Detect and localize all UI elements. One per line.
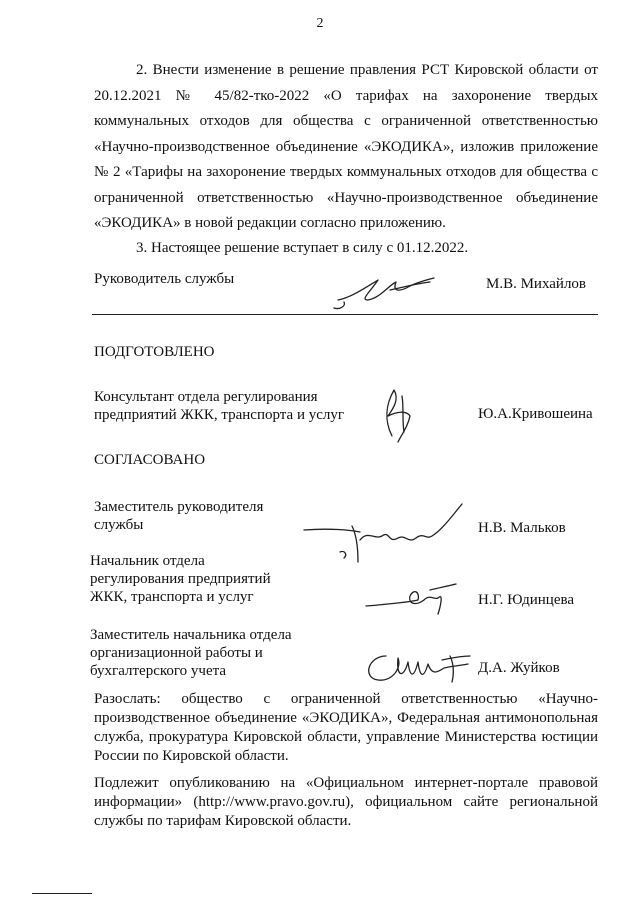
agreed-1-signature — [300, 500, 470, 570]
prepared-heading: ПОДГОТОВЛЕНО — [94, 344, 215, 360]
agreed-heading: СОГЛАСОВАНО — [94, 452, 206, 468]
agreed-3-role-line3: бухгалтерского учета — [90, 663, 227, 679]
separator-line — [92, 314, 598, 315]
agreed-3-role-line2: организационной работы и — [90, 645, 263, 661]
agreed-2-role-line3: ЖКК, транспорта и услуг — [90, 589, 254, 605]
agreed-1-name: Н.В. Мальков — [478, 520, 566, 536]
item-3-paragraph: 3. Настоящее решение вступает в силу с 01.12.2022. — [136, 240, 469, 256]
agreed-2-role-line2: регулирования предприятий — [90, 571, 271, 587]
prepared-name: Ю.А.Кривошеина — [478, 406, 593, 422]
item-2-paragraph: 2. Внести изменение в решение правления РСТ Кировской области от 20.12.2021 № 45/82-тко-2022 «О тарифах на захоронение твердых коммунальных отходов для общества с ограниченной ответственностью «Научно-производственное объединение «ЭКОДИКА», изложив приложение № 2 «Тарифы на захоронение твердых коммунальных отходов для общества с ограниченной ответственностью «Научно-производственное объединение «ЭКОДИКА» в новой редакции согласно приложению. — [94, 62, 598, 231]
head-signature — [330, 270, 440, 315]
agreed-1-role-line1: Заместитель руководителя — [94, 499, 264, 515]
agreed-3-signature — [358, 648, 478, 688]
agreed-2-name: Н.Г. Юдинцева — [478, 592, 575, 608]
agreed-1-role-line2: службы — [94, 517, 144, 533]
footnote-line — [32, 893, 92, 894]
prepared-signature — [378, 386, 418, 446]
distribution-paragraph: Разослать: общество с ограниченной ответственностью «Научно-производственное объединение «ЭКОДИКА», Федеральная антимонопольная служба, прокуратура Кировской области, управление Министерства юстиции России по Кировской области. — [94, 691, 598, 764]
publication-paragraph: Подлежит опубликованию на «Официальном интернет-портале правовой информации» (http://www.pravo.gov.ru), официальном сайте региональной службы по тарифам Кировской области. — [94, 775, 598, 829]
page-number: 2 — [316, 16, 324, 31]
agreed-3-role-line1: Заместитель начальника отдела — [90, 627, 292, 643]
prepared-role-line1: Консультант отдела регулирования — [94, 389, 318, 405]
agreed-3-name: Д.А. Жуйков — [478, 660, 560, 676]
head-role: Руководитель службы — [94, 271, 235, 287]
prepared-role-line2: предприятий ЖКК, транспорта и услуг — [94, 407, 345, 423]
head-name: М.В. Михайлов — [486, 276, 587, 292]
agreed-2-role-line1: Начальник отдела — [90, 553, 205, 569]
agreed-2-signature — [360, 578, 460, 618]
